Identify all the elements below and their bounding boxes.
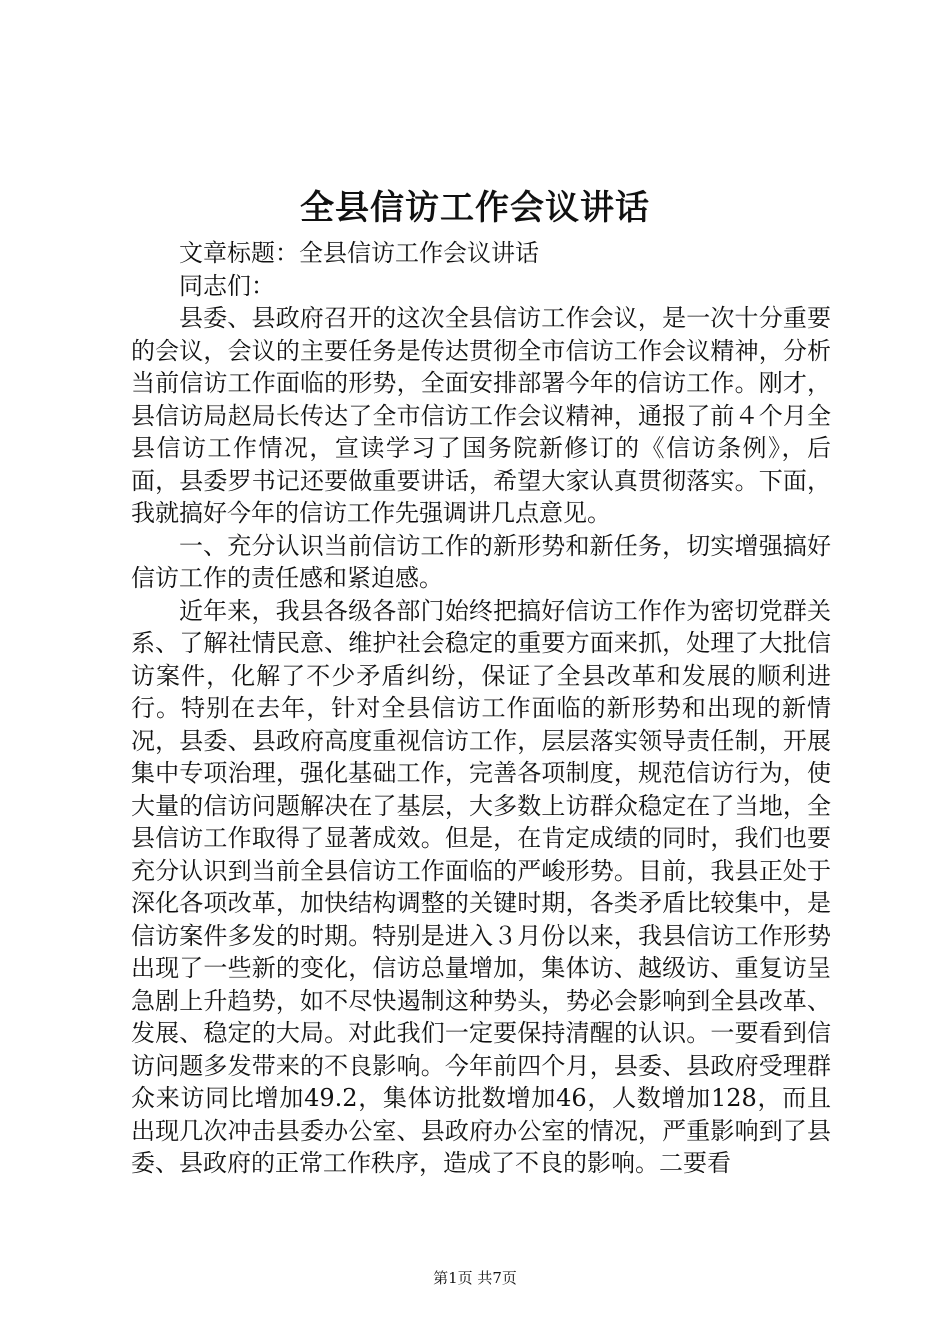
paragraph: 县委、县政府召开的这次全县信访工作会议，是一次十分重要的会议，会议的主要任务是传达贯彻全市信访工作会议精神，分析当前信访工作面临的形势，全面安排部署今年的信访工作。刚才，县信访局赵局长传达了全市信访工作会议精神，通报了前４个月全县信访工作情况，宣读学习了国务院新修订的《信访条例》，后面，县委罗书记还要做重要讲话，希望大家认真贯彻落实。下面，我就搞好今年的信访工作先强调讲几点意见。 [131,304,831,527]
document-title: 全县信访工作会议讲话 [300,188,650,228]
salutation: 同志们： [179,271,275,300]
section-heading: 一、充分认识当前信访工作的新形势和新任务，切实增强搞好信访工作的责任感和紧迫感。 [131,531,831,592]
document-body [131,237,831,1180]
paragraph: 近年来，我县各级各部门始终把搞好信访工作作为密切党群关系、了解社情民意、维护社会稳定的重要方面来抓，处理了大批信访案件，化解了不少矛盾纠纷，保证了全县改革和发展的顺利进行。特别在去年，针对全县信访工作面临的新形势和出现的新情况，县委、县政府高度重视信访工作，层层落实领导责任制，开展集中专项治理，强化基础工作，完善各项制度，规范信访行为，使大量的信访问题解决在了基层，大多数上访群众稳定在了当地，全县信访工作取得了显著成效。但是，在肯定成绩的同时，我们也要充分认识到当前全县信访工作面临的严峻形势。目前，我县正处于深化各项改革，加快结构调整的关键时期，各类矛盾比较集中，是信访案件多发的时期。特别是进入３月份以来，我县信访工作形势出现了一些新的变化，信访总量增加，集体访、越级访、重复访呈急剧上升趋势，如不尽快遏制这种势头，势必会影响到全县改革、发展、稳定的大局。对此我们一定要保持清醒的认识。一要看到信访问题多发带来的不良影响。今年前四个月，县委、县政府受理群众来访同比增加49.2，集体访批数增加46，人数增加128，而且出现几次冲击县委办公室、县政府办公室的情况，严重影响到了县委、县政府的正常工作秩序，造成了不良的影响。二要看 [131,596,831,1177]
article-title-line: 文章标题：全县信访工作会议讲话 [179,239,539,267]
page-footer: 第1页 共7页 [433,1269,517,1287]
